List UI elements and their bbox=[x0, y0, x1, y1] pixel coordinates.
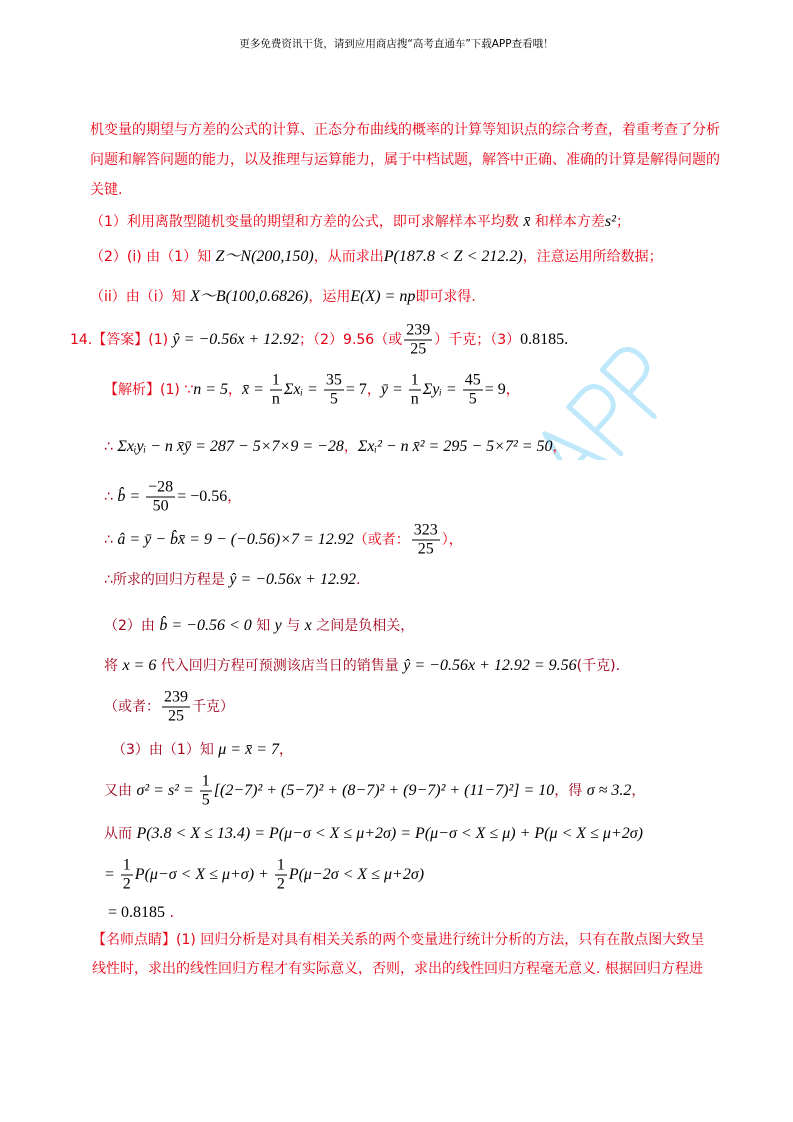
fraction-denominator: 25 bbox=[168, 707, 184, 725]
math-expression: [(2−7)² + (5−7)² + (8−7)² + (9−7)² + (11−7)²] = 10 bbox=[213, 782, 555, 799]
text-line bbox=[104, 824, 643, 844]
text-line bbox=[108, 903, 174, 923]
math-expression: P(μ−σ < X ≤ μ+σ) + bbox=[134, 866, 273, 883]
text-segment: （或者： bbox=[353, 532, 410, 548]
fraction-numerator: 323 bbox=[413, 521, 438, 539]
text-segment: ， bbox=[505, 382, 520, 398]
text-line bbox=[104, 437, 567, 457]
text-segment: 从而 bbox=[104, 826, 137, 842]
fraction bbox=[146, 479, 175, 516]
math-expression: Z～N(200,150) bbox=[215, 248, 314, 265]
fraction bbox=[121, 857, 133, 894]
math-expression: = bbox=[104, 866, 119, 883]
math-expression: b̂ = bbox=[117, 488, 145, 505]
text-segment: 机变量的期望与方差的公式的计算、正态分布曲线的概率的计算等知识点的综合考查，着重考查了分析 bbox=[90, 122, 720, 138]
text-line bbox=[90, 150, 720, 170]
math-expression: ŷ = −0.56x + 12.92 bbox=[172, 331, 300, 348]
math-expression: μ = x̄ = 7 bbox=[218, 741, 279, 758]
fraction-denominator: n bbox=[410, 390, 419, 408]
math-expression: Σyᵢ = bbox=[422, 381, 461, 398]
fraction-numerator: 1 bbox=[276, 856, 285, 874]
page-header-banner: 更多免费资讯干货，请到应用商店搜“高考直通车”下载APP查看哦！ bbox=[239, 38, 554, 50]
text-segment: ， bbox=[279, 742, 293, 758]
text-segment: 又由 bbox=[104, 783, 137, 799]
text-line bbox=[104, 857, 424, 894]
math-expression: E(X) = np bbox=[350, 288, 416, 305]
fraction-numerator: 239 bbox=[164, 688, 188, 706]
fraction bbox=[162, 689, 190, 726]
text-segment: ； bbox=[615, 214, 630, 230]
fraction bbox=[404, 322, 432, 359]
math-expression: y bbox=[274, 617, 282, 634]
math-expression: = 0.8185 bbox=[108, 904, 166, 921]
math-expression: ŷ = −0.56x + 12.92 = 9.56 bbox=[403, 657, 577, 674]
text-segment: 知 bbox=[251, 618, 275, 634]
math-expression: = −0.56 bbox=[177, 488, 228, 505]
text-segment: （或者： bbox=[104, 699, 160, 715]
text-segment: ， bbox=[366, 382, 381, 398]
text-segment: 代入回归方程可预测该店当日的销售量 bbox=[156, 658, 404, 674]
fraction-numerator: 1 bbox=[271, 371, 280, 389]
text-line bbox=[104, 773, 645, 810]
math-expression: 0.8185. bbox=[520, 331, 569, 348]
fraction-denominator: 5 bbox=[468, 390, 477, 408]
fraction-denominator: 25 bbox=[417, 540, 434, 558]
text-line bbox=[104, 616, 414, 636]
fraction bbox=[463, 372, 483, 409]
text-line bbox=[90, 180, 122, 200]
text-segment: （2）(i) 由（1）知 bbox=[90, 249, 216, 265]
math-expression: ȳ = bbox=[380, 381, 407, 398]
math-expression: x̄ bbox=[523, 213, 531, 230]
text-segment: 关键. bbox=[90, 182, 123, 198]
math-expression: â = ȳ − b̂x̄ = 9 − (−0.56)×7 = 12.92 bbox=[117, 531, 354, 548]
text-segment: 问题和解答问题的能力，以及推理与运算能力，属于中档试题，解答中正确、准确的计算是解得问题的 bbox=[90, 152, 720, 168]
text-line bbox=[104, 479, 241, 516]
math-expression: Σxᵢ = bbox=[283, 381, 322, 398]
fraction bbox=[412, 522, 440, 559]
math-expression: n = 5 bbox=[193, 381, 228, 398]
text-line bbox=[92, 930, 704, 950]
fraction-denominator: 5 bbox=[329, 390, 338, 408]
text-line bbox=[70, 322, 568, 359]
text-segment: . bbox=[165, 905, 174, 921]
text-segment: ∴所求的回归方程是 bbox=[104, 572, 230, 588]
text-segment: ，从而求出 bbox=[313, 249, 384, 265]
math-expression: σ² = s² = bbox=[136, 782, 198, 799]
text-segment: ∴ bbox=[104, 489, 118, 505]
math-expression: P(3.8 < X ≤ 13.4) = P(μ−σ < X ≤ μ+2σ) = P(μ−σ < X ≤ μ) + P(μ < X ≤ μ+2σ) bbox=[136, 825, 643, 842]
text-segment: ， bbox=[631, 783, 646, 799]
fraction-numerator: 35 bbox=[325, 371, 342, 389]
math-expression: = 7 bbox=[345, 381, 367, 398]
math-expression: σ ≈ 3.2 bbox=[586, 782, 632, 799]
fraction bbox=[409, 372, 421, 409]
text-segment: 即可求得. bbox=[415, 289, 476, 305]
text-line bbox=[90, 287, 476, 307]
math-expression: ŷ = −0.56x + 12.92 bbox=[229, 571, 356, 588]
text-line bbox=[104, 372, 520, 409]
text-line bbox=[92, 959, 703, 979]
text-segment: ， bbox=[343, 439, 358, 455]
watermark-letter-p bbox=[569, 380, 645, 454]
text-segment: （1）利用离散型随机变量的期望和方差的公式，即可求解样本平均数 bbox=[90, 214, 524, 230]
fraction bbox=[275, 857, 287, 894]
text-segment: ；（2）9.56（或 bbox=[299, 332, 403, 348]
fraction-denominator: n bbox=[271, 390, 280, 408]
text-segment: 线性时，求出的线性回归方程才有实际意义，否则，求出的线性回归方程毫无意义. 根据回归方程进 bbox=[92, 961, 703, 977]
text-segment: （2）由 bbox=[104, 618, 160, 634]
text-segment: (千克). bbox=[576, 658, 621, 674]
fraction-numerator: 1 bbox=[201, 772, 210, 790]
text-segment: ，得 bbox=[554, 783, 587, 799]
text-segment: ，注意运用所给数据； bbox=[522, 249, 663, 265]
math-expression: s² bbox=[604, 213, 616, 230]
text-segment: 【解析】(1) ∵ bbox=[104, 382, 194, 398]
text-segment: 与 bbox=[281, 618, 305, 634]
fraction-numerator: −28 bbox=[148, 478, 174, 496]
math-expression: x̄ = bbox=[242, 381, 268, 398]
fraction-denominator: 5 bbox=[201, 791, 210, 809]
fraction-denominator: 50 bbox=[152, 497, 169, 515]
fraction-numerator: 239 bbox=[406, 321, 431, 339]
watermark-letter-p bbox=[602, 343, 678, 417]
text-line bbox=[104, 570, 360, 590]
math-expression: x bbox=[304, 617, 312, 634]
fraction-denominator: 2 bbox=[122, 875, 131, 893]
text-segment: ， bbox=[227, 489, 242, 505]
fraction-numerator: 45 bbox=[464, 371, 481, 389]
fraction bbox=[270, 372, 282, 409]
math-expression: P(187.8 < Z < 212.2) bbox=[383, 248, 523, 265]
text-line bbox=[112, 740, 293, 760]
fraction-numerator: 1 bbox=[410, 371, 419, 389]
fraction bbox=[324, 372, 344, 409]
text-segment: （ii）由（i）知 bbox=[90, 289, 191, 305]
text-segment: . bbox=[355, 572, 361, 588]
fraction-denominator: 25 bbox=[410, 340, 427, 358]
text-segment: ，运用 bbox=[308, 289, 351, 305]
math-expression: b̂ = −0.56 < 0 bbox=[159, 617, 252, 634]
text-segment: ∴ bbox=[104, 532, 118, 548]
text-line bbox=[104, 689, 234, 726]
text-segment: ， bbox=[552, 439, 567, 455]
fraction-numerator: 1 bbox=[122, 856, 131, 874]
fraction bbox=[200, 773, 212, 810]
text-line bbox=[90, 120, 720, 140]
text-line bbox=[90, 247, 663, 267]
text-segment: 千克） bbox=[192, 699, 234, 715]
text-segment: 和样本方差 bbox=[530, 214, 605, 230]
text-segment: 之间是负相关， bbox=[311, 618, 415, 634]
math-expression: x = 6 bbox=[122, 657, 157, 674]
text-segment: ， bbox=[228, 382, 242, 398]
fraction-denominator: 2 bbox=[276, 875, 285, 893]
text-segment: 14.【答案】(1) bbox=[70, 332, 173, 348]
math-expression: X～B(100,0.6826) bbox=[190, 288, 309, 305]
text-line bbox=[104, 522, 463, 559]
math-expression: P(μ−2σ < X ≤ μ+2σ) bbox=[288, 866, 425, 883]
text-segment: ∴ bbox=[104, 439, 118, 455]
math-expression: = 9 bbox=[484, 381, 506, 398]
text-line bbox=[90, 212, 630, 232]
text-segment: 将 bbox=[104, 658, 123, 674]
text-segment: ）千克；（3） bbox=[434, 332, 521, 348]
text-segment: ）， bbox=[441, 532, 463, 548]
math-expression: Σxᵢyᵢ − n x̄ȳ = 287 − 5×7×9 = −28 bbox=[117, 438, 344, 455]
text-segment: 【名师点睛】(1) 回归分析是对具有相关关系的两个变量进行统计分析的方法，只有在散点图大致呈 bbox=[92, 932, 705, 948]
text-line bbox=[104, 656, 620, 676]
text-segment: （3）由（1）知 bbox=[112, 742, 219, 758]
math-expression: Σxᵢ² − n x̄² = 295 − 5×7² = 50 bbox=[357, 438, 553, 455]
